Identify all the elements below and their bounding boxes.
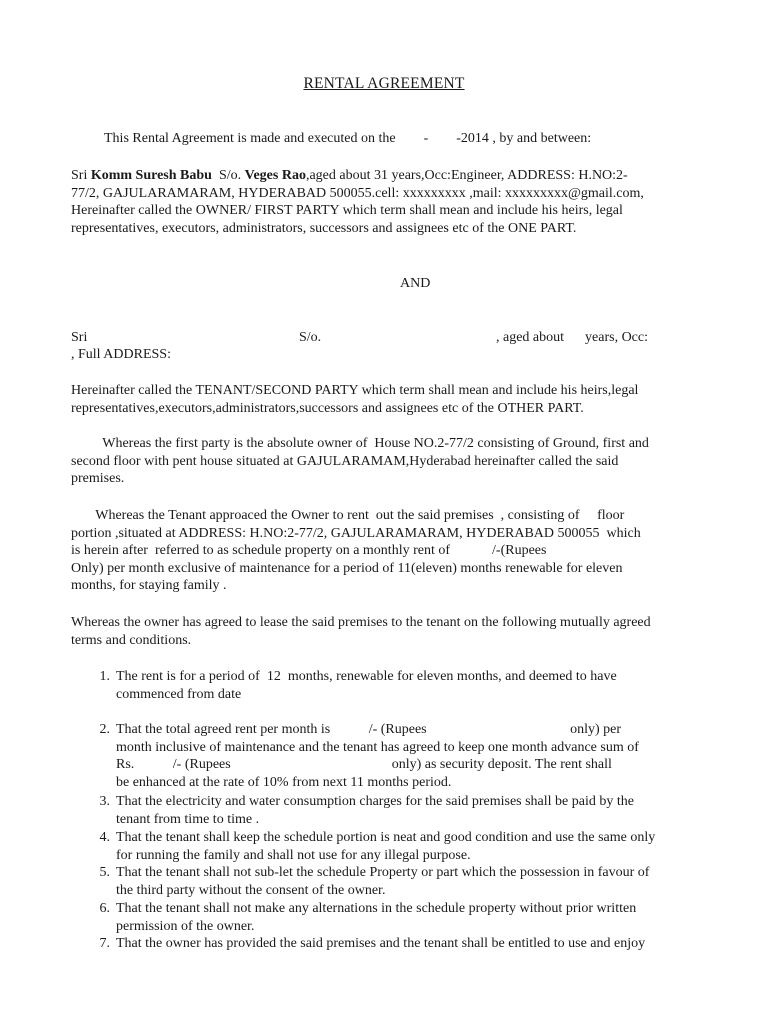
whereas1-line-1: Whereas the first party is the absolute owner of House NO.2-77/2 consisting of Ground, first and xyxy=(71,436,649,451)
term-line: permission of the owner. xyxy=(116,918,255,934)
tenant-def-line-2: representatives,executors,administrators,successors and assignees etc of the OTHER PART. xyxy=(71,400,584,416)
whereas-tenant-paragraph xyxy=(71,507,711,595)
whereas2-line-3: is herein after referred to as schedule property on a monthly rent of /-(Rupees xyxy=(71,543,547,558)
term-number: 6. xyxy=(99,901,110,916)
term-number: 3. xyxy=(99,794,110,809)
owner-line-1 xyxy=(71,167,711,185)
term-line: That the tenant shall keep the schedule portion is neat and good condition and use the same only xyxy=(116,830,656,845)
term-number: 5. xyxy=(99,865,110,880)
whereas3-line-1: Whereas the owner has agreed to lease the said premises to the tenant on the following mutually agreed xyxy=(71,615,651,630)
term-line: The rent is for a period of 12 months, renewable for eleven months, and deemed to have xyxy=(116,669,617,684)
term-line: That the total agreed rent per month is /- (Rupees only) per xyxy=(116,722,622,737)
owner-line-2: 77/2, GAJULARAMARAM, HYDERABAD 500055.cell: xxxxxxxxx ,mail: xxxxxxxxx@gmail.com, xyxy=(71,185,644,201)
tenant-so: S/o. xyxy=(299,330,322,345)
term-line: month inclusive of maintenance and the tenant has agreed to keep one month advance sum of xyxy=(116,739,639,755)
owner-paragraph xyxy=(71,167,711,237)
tenant-age-occupation: , aged about years, Occ: xyxy=(496,330,648,345)
owner-line-3: Hereinafter called the OWNER/ FIRST PARTY which term shall mean and include his heirs, legal xyxy=(71,203,623,218)
tenant-definition-paragraph xyxy=(71,382,711,417)
term-line: the third party without the consent of the owner. xyxy=(116,882,386,898)
term-line: That the tenant shall not sub-let the schedule Property or part which the possession in favour of xyxy=(116,865,650,880)
owner-prefix: Sri xyxy=(71,168,91,183)
whereas2-line-4: Only) per month exclusive of maintenance for a period of 11(eleven) months renewable for eleven xyxy=(71,560,623,576)
whereas2-line-2: portion ,situated at ADDRESS: H.NO:2-77/2, GAJULARAMARAM, HYDERABAD 500055 which xyxy=(71,525,641,541)
whereas2-line-1: Whereas the Tenant approaced the Owner to rent out the said premises , consisting of floor xyxy=(71,508,625,523)
intro-paragraph xyxy=(104,130,744,148)
term-line: That the tenant shall not make any alternations in the schedule property without prior written xyxy=(116,901,637,916)
and-separator: AND xyxy=(400,276,431,291)
tenant-def-line-1: Hereinafter called the TENANT/SECOND PARTY which term shall mean and include his heirs,legal xyxy=(71,383,639,398)
owner-line-4: representatives, executors, administrators, successors and assignees etc of the ONE PART. xyxy=(71,220,577,236)
term-number: 2. xyxy=(99,722,110,737)
term-number: 4. xyxy=(99,830,110,845)
term-line: tenant from time to time . xyxy=(116,811,260,827)
tenant-sri: Sri xyxy=(71,330,88,345)
owner-name: Komm Suresh Babu xyxy=(90,168,212,183)
term-line: commenced from date xyxy=(116,686,242,702)
whereas1-line-2: second floor with pent house situated at GAJULARAMAM,Hyderabad hereinafter called the said xyxy=(71,453,619,469)
term-line: for running the family and shall not use for any illegal purpose. xyxy=(116,847,471,863)
document-title: RENTAL AGREEMENT xyxy=(303,75,465,92)
term-number: 1. xyxy=(99,669,110,684)
owner-details: ,aged about 31 years,Occ:Engineer, ADDRESS: H.NO:2- xyxy=(305,168,628,183)
owner-father-name: Veges Rao xyxy=(244,168,306,183)
term-line: be enhanced at the rate of 10% from next 11 months period. xyxy=(116,774,452,790)
whereas-owner-paragraph xyxy=(71,435,711,488)
owner-so: S/o. xyxy=(211,168,245,183)
whereas1-line-3: premises. xyxy=(71,471,125,486)
term-line: Rs. /- (Rupees only) as security deposit. The rent shall xyxy=(116,757,612,772)
whereas3-line-2: terms and conditions. xyxy=(71,632,192,648)
intro-line: This Rental Agreement is made and executed on the - -2014 , by and between: xyxy=(104,131,592,146)
term-line: That the owner has provided the said premises and the tenant shall be entitled to use and enjoy xyxy=(116,936,646,951)
term-number: 7. xyxy=(99,936,110,951)
tenant-address: , Full ADDRESS: xyxy=(71,347,171,362)
term-line: That the electricity and water consumption charges for the said premises shall be paid by the xyxy=(116,794,634,809)
whereas-agreed-paragraph xyxy=(71,614,711,649)
whereas2-line-5: months, for staying family . xyxy=(71,578,227,593)
